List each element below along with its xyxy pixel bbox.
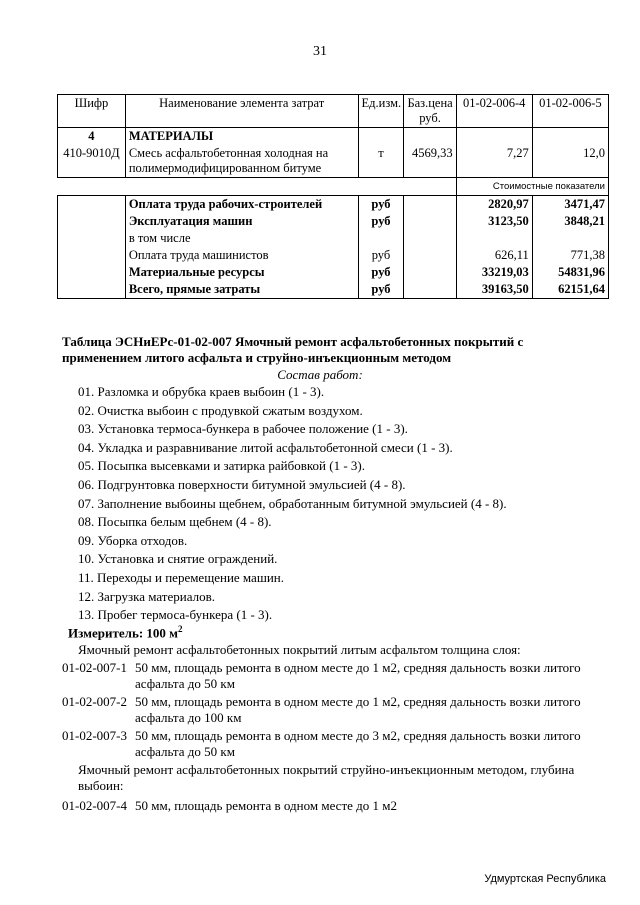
cost-unit: руб xyxy=(358,196,404,214)
list-item: 06. Подгрунтовка поверхности битумной эмульсией (4 - 8). xyxy=(78,476,406,492)
material-name: Смесь асфальтобетонная холодная на полимермодифицированном битуме xyxy=(125,145,358,178)
cost-row xyxy=(58,196,609,214)
norm-code: 01-02-007-2 xyxy=(62,694,127,709)
cost-unit: руб xyxy=(358,264,404,281)
norm-item xyxy=(62,798,612,814)
page-number: 31 xyxy=(313,44,327,59)
material-price: 4569,33 xyxy=(404,145,456,178)
norm-text: 50 мм, площадь ремонта в одном месте до 3 м2, средняя дальность возки литого асфальта до 50 км xyxy=(135,728,581,759)
norm-text: 50 мм, площадь ремонта в одном месте до 1 м2, средняя дальность возки литого асфальта до 100 км xyxy=(135,694,581,725)
cost-v2: 3848,21 xyxy=(532,213,608,230)
cost-name: Материальные ресурсы xyxy=(125,264,358,281)
norm-item xyxy=(62,728,612,760)
cost-row xyxy=(58,247,609,264)
cost-v1: 3123,50 xyxy=(456,213,532,230)
list-item: 01. Разломка и обрубка краев выбоин (1 - 3). xyxy=(78,384,325,399)
material-code: 410-9010Д xyxy=(58,145,126,178)
norm-text: 50 мм, площадь ремонта в одном месте до 1 м2, средняя дальность возки литого асфальта до 50 км xyxy=(135,660,581,691)
works-heading: Состав работ: xyxy=(277,367,363,382)
cost-row xyxy=(58,213,609,230)
header-unit: Ед.изм. xyxy=(358,95,404,128)
footer-region: Удмуртская Республика xyxy=(484,873,606,885)
cost-name: Оплата труда рабочих-строителей xyxy=(125,196,358,214)
list-item: 05. Посыпка высевками и затирка райбовкой (1 - 3). xyxy=(78,458,365,474)
material-unit: т xyxy=(358,145,404,178)
list-item: 04. Укладка и разравнивание литой асфальтобетонной смеси (1 - 3). xyxy=(78,439,453,455)
table-title: Таблица ЭСНиЕРс-01-02-007 Ямочный ремонт асфальтобетонных покрытий с применением литого асфальта и струйно-инъекционным методом xyxy=(62,334,524,365)
norm-code: 01-02-007-4 xyxy=(62,798,127,813)
list-item: 02. Очистка выбоин с продувкой сжатым воздухом. xyxy=(78,402,363,418)
section-label: Стоимостные показатели xyxy=(456,178,608,196)
cost-v2: 62151,64 xyxy=(532,281,608,299)
list-item: 07. Заполнение выбоины щебнем, обработанным битумной эмульсией (4 - 8). xyxy=(78,495,507,511)
list-item: 09. Уборка отходов. xyxy=(78,532,188,548)
table-header-row xyxy=(58,95,609,128)
norm-text: 50 мм, площадь ремонта в одном месте до 1 м2 xyxy=(135,798,397,813)
material-row xyxy=(58,145,609,178)
group-title: МАТЕРИАЛЫ xyxy=(125,128,358,146)
header-col-006-5: 01-02-006-5 xyxy=(532,95,608,128)
norm-item xyxy=(62,694,612,726)
cost-row xyxy=(58,264,609,281)
norm-code: 01-02-007-1 xyxy=(62,660,127,675)
paragraph-injection: Ямочный ремонт асфальтобетонных покрытий струйно-инъекционным методом, глубина выбоин: xyxy=(78,762,575,793)
meter-label: Измеритель: 100 м xyxy=(68,625,179,641)
works-list xyxy=(78,383,507,625)
header-name: Наименование элемента затрат xyxy=(125,95,358,128)
cost-row xyxy=(58,230,609,247)
list-item: 13. Пробег термоса-бункера (1 - 3). xyxy=(78,607,273,623)
cost-unit: руб xyxy=(358,281,404,299)
group-number: 4 xyxy=(58,128,126,146)
paragraph-cast-asphalt: Ямочный ремонт асфальтобетонных покрытий литым асфальтом толщина слоя: xyxy=(78,642,521,657)
header-col-006-4: 01-02-006-4 xyxy=(456,95,532,128)
meter-sup: 2 xyxy=(178,624,183,634)
cost-unit: руб xyxy=(358,247,404,264)
list-item: 12. Загрузка материалов. xyxy=(78,588,215,604)
cost-row xyxy=(58,281,609,299)
cost-name: Всего, прямые затраты xyxy=(125,281,358,299)
norm-code: 01-02-007-3 xyxy=(62,728,127,743)
cost-v1: 626,11 xyxy=(456,247,532,264)
cost-v1: 2820,97 xyxy=(456,196,532,214)
norm-item xyxy=(62,660,612,692)
cost-unit: руб xyxy=(358,213,404,230)
list-item: 11. Переходы и перемещение машин. xyxy=(78,569,285,585)
header-code: Шифр xyxy=(58,95,126,128)
list-item: 10. Установка и снятие ограждений. xyxy=(78,551,278,567)
section-label-row xyxy=(58,178,609,196)
cost-v1: 39163,50 xyxy=(456,281,532,299)
cost-name: Оплата труда машинистов xyxy=(125,247,358,264)
material-v1: 7,27 xyxy=(456,145,532,178)
cost-name: Эксплуатация машин xyxy=(125,213,358,230)
cost-v2: 54831,96 xyxy=(532,264,608,281)
cost-v2: 771,38 xyxy=(532,247,608,264)
cost-v2: 3471,47 xyxy=(532,196,608,214)
cost-name: в том числе xyxy=(125,230,358,247)
header-price: Баз.цена руб. xyxy=(404,95,456,128)
material-group-row xyxy=(58,128,609,146)
cost-v1: 33219,03 xyxy=(456,264,532,281)
material-v2: 12,0 xyxy=(532,145,608,178)
meter-line xyxy=(68,624,183,641)
cost-table xyxy=(57,94,609,299)
list-item: 08. Посыпка белым щебнем (4 - 8). xyxy=(78,514,272,530)
list-item: 03. Установка термоса-бункера в рабочее положение (1 - 3). xyxy=(78,421,408,437)
